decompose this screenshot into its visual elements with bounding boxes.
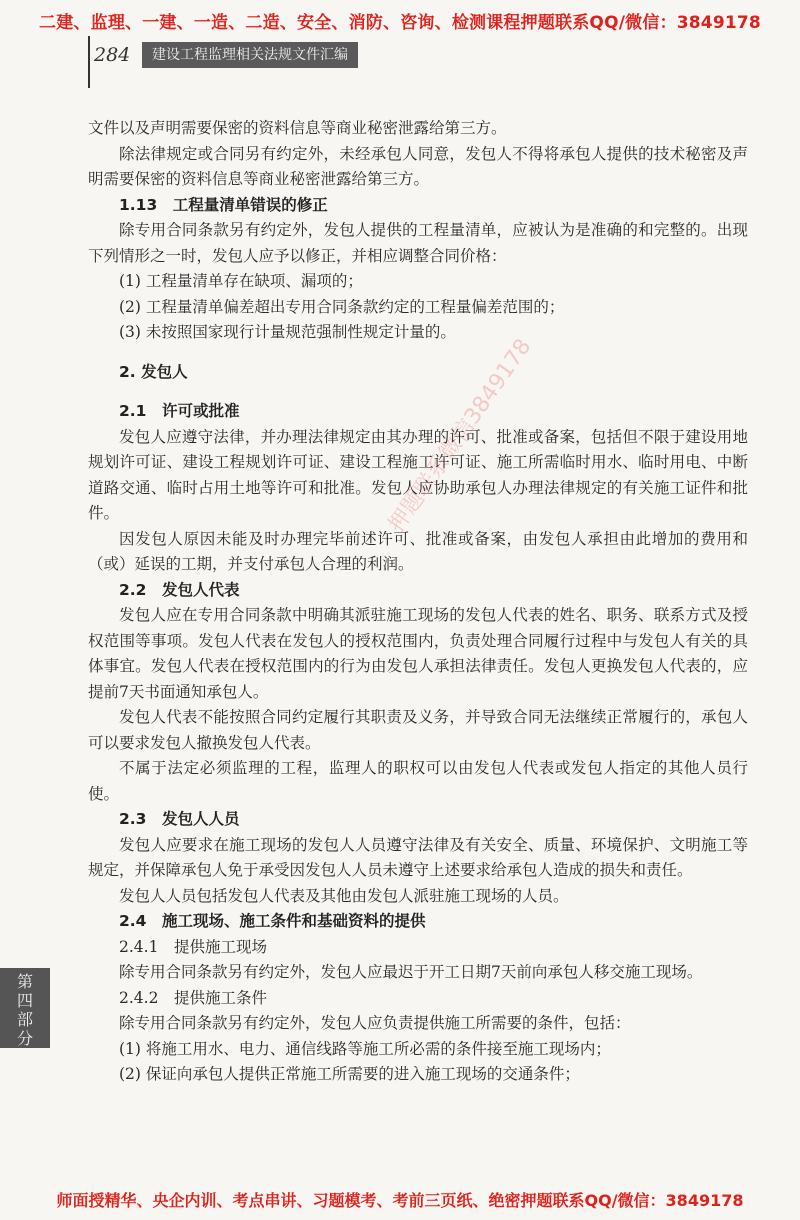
list-item: (1) 将施工用水、电力、通信线路等施工所必需的条件接至施工现场内； <box>119 1039 611 1058</box>
subsection-heading-2-4-1: 2.4.1 提供施工现场 <box>119 937 267 956</box>
side-tab-char: 四 <box>16 991 33 1010</box>
section-heading-2-3: 2.3 发包人人员 <box>119 810 240 828</box>
side-tab-char: 第 <box>16 972 33 991</box>
section-heading-2-1: 2.1 许可或批准 <box>119 402 240 420</box>
paragraph: 发包人应遵守法律，并办理法律规定由其办理的许可、批准或备案，包括但不限于建设用地规划许可证、建设工程规划许可证、建设工程施工许可证、施工所需临时用水、临时用电、中断道路交通、临时占用土地等许可和批准。发包人应协助承包人办理法律规定的有关施工证件和批件。 <box>88 427 748 522</box>
top-banner: 二建、监理、一建、一造、二造、安全、消防、咨询、检测课程押题联系QQ/微信：3849178 <box>39 13 761 33</box>
subsection-heading-2-4-2: 2.4.2 提供施工条件 <box>119 988 267 1007</box>
book-title: 建设工程监理相关法规文件汇编 <box>142 42 358 68</box>
page-header <box>88 40 358 70</box>
chapter-heading-2: 2. 发包人 <box>119 362 188 381</box>
paragraph: 发包人应在专用合同条款中明确其派驻施工现场的发包人代表的姓名、职务、联系方式及授权范围等事项。发包人代表在发包人的授权范围内，负责处理合同履行过程中与发包人有关的具体事宜。发包人代表在授权范围内的行为由发包人承担法律责任。发包人更换发包人代表的，应提前7天书面通知承包人。 <box>88 606 748 701</box>
paragraph: 除专用合同条款另有约定外，发包人应负责提供施工所需要的条件，包括： <box>119 1014 631 1032</box>
watermark: 押题联系微信3849178 <box>384 334 537 538</box>
paragraph: 除法律规定或合同另有约定外，未经承包人同意，发包人不得将承包人提供的技术秘密及声明需要保密的资料信息等商业秘密泄露给第三方。 <box>88 144 748 188</box>
section-heading-1-13: 1.13 工程量清单错误的修正 <box>119 195 328 214</box>
list-item: (2) 工程量清单偏差超出专用合同条款约定的工程量偏差范围的； <box>119 297 565 316</box>
side-tab-char: 部 <box>16 1010 33 1029</box>
list-item: (3) 未按照国家现行计量规范强制性规定计量的。 <box>119 323 456 341</box>
page-body <box>88 116 748 1088</box>
paragraph: 因发包人原因未能及时办理完毕前述许可、批准或备案，由发包人承担由此增加的费用和（或）延误的工期，并支付承包人合理的利润。 <box>88 529 748 573</box>
paragraph: 发包人人员包括发包人代表及其他由发包人派驻施工现场的人员。 <box>119 886 569 905</box>
paragraph: 发包人代表不能按照合同约定履行其职责及义务，并导致合同无法继续正常履行的，承包人可以要求发包人撤换发包人代表。 <box>88 708 748 752</box>
paragraph: 除专用合同条款另有约定外，发包人提供的工程量清单，应被认为是准确的和完整的。出现下列情形之一时，发包人应予以修正，并相应调整合同价格： <box>88 221 748 265</box>
section-heading-2-4: 2.4 施工现场、施工条件和基础资料的提供 <box>119 912 426 930</box>
paragraph: 不属于法定必须监理的工程，监理人的职权可以由发包人代表或发包人指定的其他人员行使。 <box>88 759 748 803</box>
bottom-banner: 师面授精华、央企内训、考点串讲、习题模考、考前三页纸、绝密押题联系QQ/微信：3849178 <box>56 1191 744 1210</box>
section-heading-2-2: 2.2 发包人代表 <box>119 580 240 599</box>
list-item: (2) 保证向承包人提供正常施工所需要的进入施工现场的交通条件； <box>119 1065 580 1083</box>
paragraph: 除专用合同条款另有约定外，发包人应最迟于开工日期7天前向承包人移交施工现场。 <box>119 963 703 981</box>
list-item: (1) 工程量清单存在缺项、漏项的； <box>119 272 363 290</box>
page-number: 284 <box>94 44 131 66</box>
paragraph: 发包人应要求在施工现场的发包人人员遵守法律及有关安全、质量、环境保护、文明施工等规定，并保障承包人免于承受因发包人人员未遵守上述要求给承包人造成的损失和责任。 <box>88 835 748 879</box>
part-four-tab <box>0 968 50 1048</box>
paragraph: 文件以及声明需要保密的资料信息等商业秘密泄露给第三方。 <box>88 119 507 137</box>
side-tab-char: 分 <box>16 1029 33 1048</box>
